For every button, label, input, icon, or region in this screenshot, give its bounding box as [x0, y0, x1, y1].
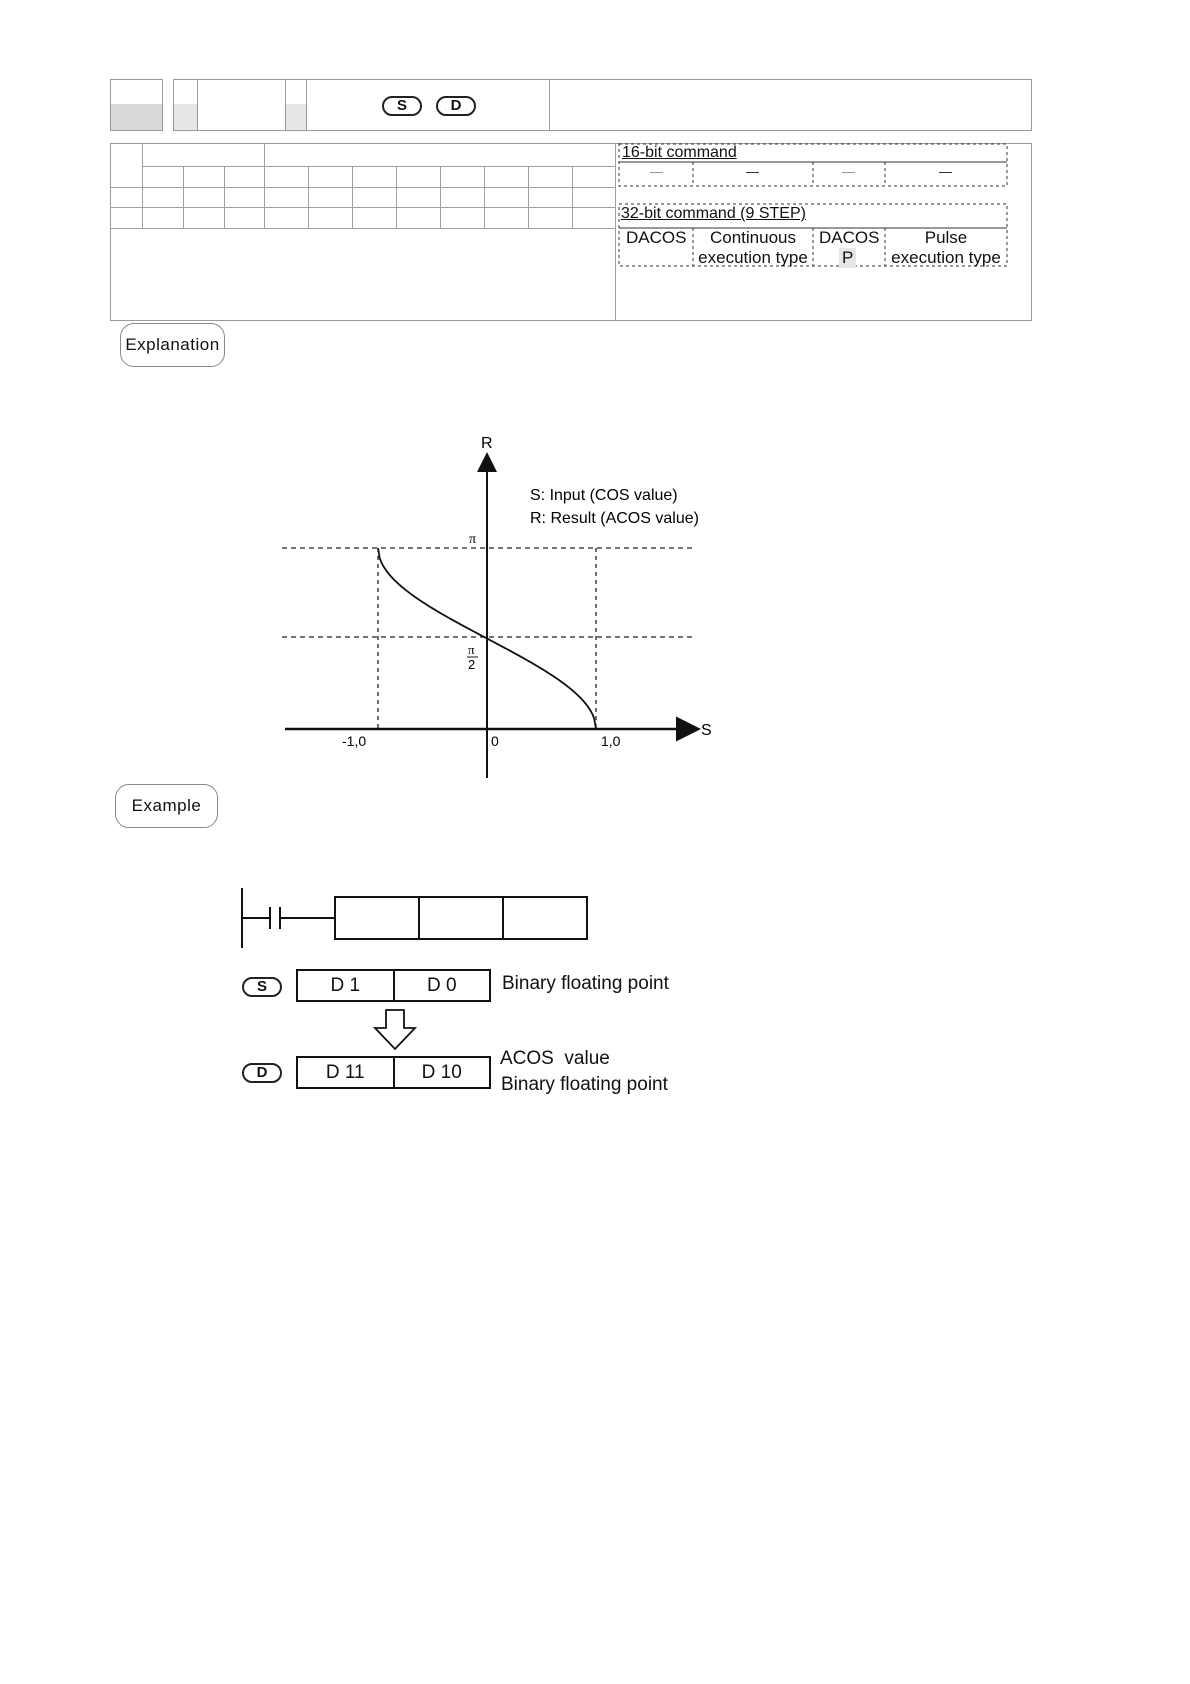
- x-tick-neg-one: -1,0: [342, 733, 367, 749]
- half-pi-numerator: π: [468, 642, 475, 657]
- d-register-high: D 11: [298, 1058, 395, 1087]
- example-s-badge: S: [242, 977, 282, 997]
- cmd-16bit-dash-4: —: [939, 164, 952, 179]
- cmd-32bit-mnemonic-p: DACOS: [819, 228, 880, 247]
- header-cell-operands: [306, 79, 550, 131]
- header-cell-function: [549, 79, 1032, 131]
- s-register-group: [296, 969, 491, 1002]
- cmd-16bit-dash-1: —: [650, 164, 663, 179]
- operand-s-badge: S: [382, 96, 422, 116]
- d-register-group: [296, 1056, 491, 1089]
- d-register-low: D 10: [421, 1062, 462, 1083]
- operand-d-badge: D: [436, 96, 476, 116]
- legend-result: R: Result (ACOS value): [530, 510, 699, 527]
- cmd-pulse-sub: execution type: [891, 248, 1001, 267]
- cmd-pulse-flag: P: [839, 248, 856, 268]
- header-cell-api-shade: [111, 104, 162, 130]
- half-pi-denominator: 2: [468, 657, 476, 672]
- header-divider: [197, 79, 198, 105]
- y-axis-label: R: [481, 435, 493, 452]
- d-description-line1: ACOS value: [500, 1048, 610, 1069]
- legend-input: S: Input (COS value): [530, 487, 678, 504]
- x-tick-zero: 0: [491, 733, 499, 749]
- example-d-badge: D: [242, 1063, 282, 1083]
- header-cell-d-flag: [174, 104, 198, 130]
- cmd-continuous-sub: execution type: [698, 248, 808, 267]
- cmd-16bit-dash-2: —: [746, 164, 759, 179]
- explanation-label: Explanation: [120, 323, 225, 367]
- x-tick-pos-one: 1,0: [601, 733, 621, 749]
- header-divider: [285, 79, 286, 105]
- cmd-32bit-title: 32-bit command (9 STEP): [621, 205, 806, 222]
- x-axis-label: S: [701, 722, 712, 739]
- s-register-high: D 1: [298, 971, 395, 1000]
- pi-tick-label: π: [469, 532, 477, 547]
- cmd-32bit-mnemonic: DACOS: [626, 228, 687, 247]
- d-description-line2: Binary floating point: [501, 1074, 668, 1095]
- cmd-pulse-label: Pulse: [924, 228, 968, 247]
- instruction-box-3: [503, 897, 587, 939]
- down-arrow-icon: [372, 1008, 418, 1052]
- s-register-low: D 0: [426, 975, 457, 996]
- ladder-diagram: [230, 880, 610, 960]
- cmd-continuous-label: Continuous: [709, 228, 796, 247]
- s-description: Binary floating point: [502, 973, 669, 994]
- acos-chart: [260, 420, 730, 790]
- example-label: Example: [115, 784, 218, 828]
- cmd-16bit-dash-3: —: [842, 164, 855, 179]
- cmd-16bit-title: 16-bit command: [622, 144, 737, 161]
- header-cell-p-flag: [285, 104, 307, 130]
- instruction-box-2: [419, 897, 503, 939]
- instruction-box-1: [335, 897, 419, 939]
